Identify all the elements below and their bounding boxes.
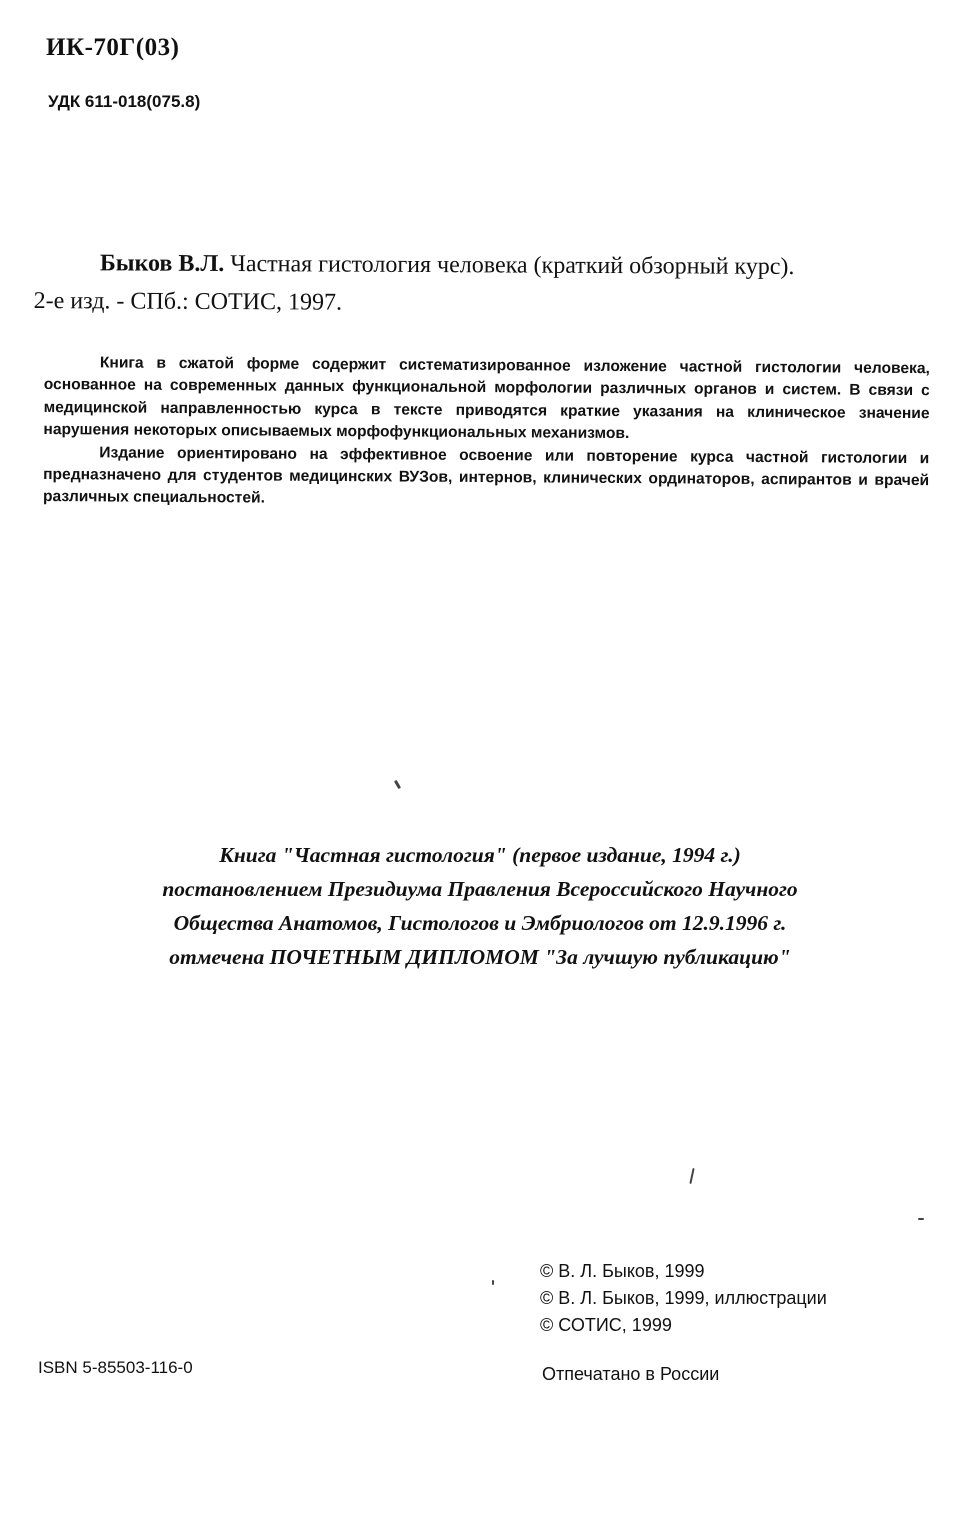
citation-line-1: [34, 244, 934, 287]
copyright-line: © В. Л. Быков, 1999, иллюстрации: [540, 1288, 827, 1308]
classmark: ИК-70Г(03): [46, 34, 180, 61]
award-line-1: Книга "Частная гистология" (первое издание, 1994 г.): [219, 843, 741, 867]
copyright-block: [540, 1258, 827, 1339]
copyright-line: © В. Л. Быков, 1999: [540, 1261, 705, 1281]
citation-author: Быков В.Л.: [99, 250, 225, 277]
copyright-line: © СОТИС, 1999: [540, 1315, 672, 1335]
citation-title: Частная гистология человека (краткий обзорный курс).: [230, 251, 795, 280]
award-notice: [80, 838, 880, 974]
scan-speck: [394, 780, 401, 789]
scan-speck: [492, 1280, 494, 1285]
annotation-paragraph-2: Издание ориентировано на эффективное освоение или повторение курса частной гистологии и предназначено для студентов медицинских ВУЗов, интернов, клинических ординаторов, аспирантов и врачей различных специальностей.: [42, 444, 930, 507]
citation-edition: 2-е изд. - СПб.: СОТИС, 1997.: [33, 287, 343, 316]
award-line-3: Общества Анатомов, Гистологов и Эмбриологов от 12.9.1996 г.: [173, 911, 787, 935]
scan-speck: [689, 1168, 694, 1184]
bibliographic-citation: [34, 244, 934, 325]
annotation-paragraph-1: Книга в сжатой форме содержит систематизированное изложение частной гистологии человека, основанное на современных данных функциональной морфологии различных органов и систем. В связи с медицинской направленностью курса в тексте приводятся краткие указания на клиническое значение нарушения некоторых описываемых морфофункциональных механизмов.: [43, 354, 930, 443]
award-line-4: отмечена ПОЧЕТНЫМ ДИПЛОМОМ "За лучшую публикацию": [169, 945, 791, 969]
annotation: [43, 352, 930, 515]
udk-code: УДК 611-018(075.8): [48, 92, 201, 111]
scan-speck: [918, 1218, 924, 1220]
printed-in: Отпечатано в России: [542, 1364, 720, 1384]
isbn: ISBN 5-85503-116-0: [38, 1358, 193, 1377]
award-line-2: постановлением Президиума Правления Всероссийского Научного: [162, 877, 798, 901]
